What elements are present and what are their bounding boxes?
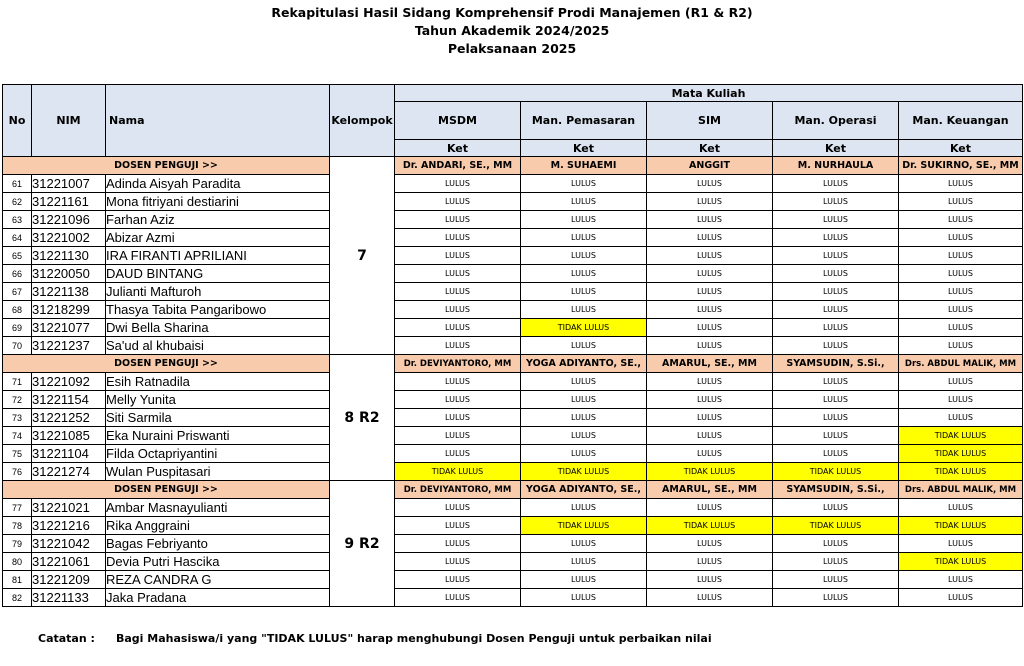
row-ket: LULUS	[899, 175, 1023, 193]
row-ket: TIDAK LULUS	[521, 463, 647, 481]
dosen-name: AMARUL, SE., MM	[647, 355, 773, 373]
row-ket: LULUS	[899, 301, 1023, 319]
row-nama: Esih Ratnadila	[106, 373, 330, 391]
row-ket: LULUS	[521, 229, 647, 247]
row-ket: LULUS	[395, 247, 521, 265]
header-ket: Ket	[899, 140, 1023, 157]
row-no: 75	[3, 445, 32, 463]
row-ket: LULUS	[773, 301, 899, 319]
row-ket: LULUS	[773, 391, 899, 409]
row-ket: LULUS	[395, 337, 521, 355]
row-nama: Thasya Tabita Pangaribowo	[106, 301, 330, 319]
row-ket: LULUS	[899, 283, 1023, 301]
row-ket: LULUS	[899, 373, 1023, 391]
row-ket: LULUS	[773, 499, 899, 517]
row-ket: LULUS	[395, 175, 521, 193]
row-ket: LULUS	[647, 409, 773, 427]
row-ket: LULUS	[773, 283, 899, 301]
row-ket: LULUS	[773, 337, 899, 355]
table-row	[3, 535, 1023, 553]
row-ket: LULUS	[773, 211, 899, 229]
row-ket: TIDAK LULUS	[899, 517, 1023, 535]
row-ket: LULUS	[395, 301, 521, 319]
row-ket: LULUS	[899, 229, 1023, 247]
row-ket: TIDAK LULUS	[395, 463, 521, 481]
row-no: 72	[3, 391, 32, 409]
row-ket: LULUS	[773, 373, 899, 391]
row-ket: LULUS	[773, 229, 899, 247]
row-nim: 31221042	[32, 535, 106, 553]
row-ket: LULUS	[899, 247, 1023, 265]
row-nim: 31221274	[32, 463, 106, 481]
dosen-name: SYAMSUDIN, S.Si.,	[773, 355, 899, 373]
table-row	[3, 301, 1023, 319]
row-ket: LULUS	[395, 283, 521, 301]
row-nama: Dwi Bella Sharina	[106, 319, 330, 337]
title-line-3: Pelaksanaan 2025	[447, 41, 577, 56]
row-ket: LULUS	[899, 499, 1023, 517]
row-ket: TIDAK LULUS	[899, 553, 1023, 571]
row-nama: Filda Octapriyantini	[106, 445, 330, 463]
row-ket: LULUS	[521, 283, 647, 301]
header-subject: SIM	[647, 102, 773, 140]
dosen-name: YOGA ADIYANTO, SE.,	[521, 355, 647, 373]
row-nim: 31221002	[32, 229, 106, 247]
row-nama: REZA CANDRA G	[106, 571, 330, 589]
dosen-name: M. SUHAEMI	[521, 157, 647, 175]
row-ket: LULUS	[647, 283, 773, 301]
row-ket: LULUS	[395, 571, 521, 589]
table-row	[3, 427, 1023, 445]
row-no: 81	[3, 571, 32, 589]
table-row	[3, 499, 1023, 517]
row-ket: LULUS	[773, 445, 899, 463]
table-row	[3, 247, 1023, 265]
row-ket: LULUS	[521, 535, 647, 553]
row-ket: LULUS	[899, 337, 1023, 355]
row-ket: LULUS	[773, 409, 899, 427]
row-nim: 31221252	[32, 409, 106, 427]
row-ket: LULUS	[647, 553, 773, 571]
row-ket: LULUS	[647, 193, 773, 211]
header-ket: Ket	[647, 140, 773, 157]
header-mata-kuliah: Mata Kuliah	[395, 85, 1023, 102]
table-row	[3, 229, 1023, 247]
row-ket: LULUS	[647, 247, 773, 265]
row-ket: LULUS	[773, 427, 899, 445]
row-ket: LULUS	[647, 391, 773, 409]
dosen-name: Dr. SUKIRNO, SE., MM	[899, 157, 1023, 175]
row-nama: Jaka Pradana	[106, 589, 330, 607]
row-ket: LULUS	[521, 247, 647, 265]
row-no: 79	[3, 535, 32, 553]
table-body	[3, 157, 1023, 607]
row-ket: LULUS	[773, 247, 899, 265]
row-nim: 31221096	[32, 211, 106, 229]
row-ket: LULUS	[773, 553, 899, 571]
row-nama: DAUD BINTANG	[106, 265, 330, 283]
row-nama: Julianti Mafturoh	[106, 283, 330, 301]
row-ket: LULUS	[521, 553, 647, 571]
row-nim: 31221104	[32, 445, 106, 463]
table-row	[3, 211, 1023, 229]
row-ket: LULUS	[647, 427, 773, 445]
table-row	[3, 517, 1023, 535]
table-row	[3, 319, 1023, 337]
dosen-name: ANGGIT	[647, 157, 773, 175]
row-nama: Devia Putri Hascika	[106, 553, 330, 571]
table-row	[3, 589, 1023, 607]
dosen-name: AMARUL, SE., MM	[647, 481, 773, 499]
row-nama: Sa'ud al khubaisi	[106, 337, 330, 355]
table-row	[3, 391, 1023, 409]
row-ket: LULUS	[899, 319, 1023, 337]
table-row	[3, 373, 1023, 391]
row-nim: 31221154	[32, 391, 106, 409]
header-subject: MSDM	[395, 102, 521, 140]
row-ket: LULUS	[521, 571, 647, 589]
row-ket: LULUS	[773, 193, 899, 211]
row-ket: LULUS	[773, 265, 899, 283]
row-no: 76	[3, 463, 32, 481]
row-nama: Eka Nuraini Priswanti	[106, 427, 330, 445]
row-no: 61	[3, 175, 32, 193]
dosen-name: Drs. ABDUL MALIK, MM	[899, 355, 1023, 373]
row-nim: 31221061	[32, 553, 106, 571]
row-no: 68	[3, 301, 32, 319]
row-ket: LULUS	[395, 193, 521, 211]
header-ket: Ket	[395, 140, 521, 157]
row-nim: 31221138	[32, 283, 106, 301]
row-ket: LULUS	[773, 175, 899, 193]
row-ket: LULUS	[521, 427, 647, 445]
results-table	[2, 84, 1023, 607]
row-nim: 31221130	[32, 247, 106, 265]
row-ket: LULUS	[773, 535, 899, 553]
row-ket: LULUS	[395, 445, 521, 463]
row-nim: 31221161	[32, 193, 106, 211]
row-ket: LULUS	[521, 589, 647, 607]
row-no: 64	[3, 229, 32, 247]
row-no: 77	[3, 499, 32, 517]
row-nama: Melly Yunita	[106, 391, 330, 409]
dosen-penguji-row	[3, 355, 1023, 373]
row-nim: 31218299	[32, 301, 106, 319]
header-ket: Ket	[773, 140, 899, 157]
dosen-name: Drs. ABDUL MALIK, MM	[899, 481, 1023, 499]
table-header	[3, 85, 1023, 157]
row-ket: LULUS	[647, 301, 773, 319]
header-subject: Man. Keuangan	[899, 102, 1023, 140]
header-kelompok: Kelompok	[330, 85, 395, 157]
row-ket: LULUS	[899, 391, 1023, 409]
dosen-penguji-label: DOSEN PENGUJI >>	[3, 355, 330, 373]
dosen-penguji-row	[3, 157, 1023, 175]
row-nama: IRA FIRANTI APRILIANI	[106, 247, 330, 265]
row-nim: 31221133	[32, 589, 106, 607]
row-ket: TIDAK LULUS	[899, 445, 1023, 463]
table-row	[3, 265, 1023, 283]
row-ket: LULUS	[899, 589, 1023, 607]
dosen-name: SYAMSUDIN, S.Si.,	[773, 481, 899, 499]
row-no: 66	[3, 265, 32, 283]
dosen-name: YOGA ADIYANTO, SE.,	[521, 481, 647, 499]
title-line-2: Tahun Akademik 2024/2025	[414, 23, 610, 38]
row-ket: LULUS	[647, 337, 773, 355]
row-nama: Siti Sarmila	[106, 409, 330, 427]
row-no: 82	[3, 589, 32, 607]
row-nama: Ambar Masnayulianti	[106, 499, 330, 517]
table-row	[3, 283, 1023, 301]
row-nim: 31221085	[32, 427, 106, 445]
row-no: 62	[3, 193, 32, 211]
row-ket: LULUS	[395, 535, 521, 553]
dosen-name: Dr. ANDARI, SE., MM	[395, 157, 521, 175]
table-row	[3, 553, 1023, 571]
row-ket: LULUS	[521, 265, 647, 283]
row-ket: LULUS	[647, 571, 773, 589]
row-nama: Farhan Aziz	[106, 211, 330, 229]
footnote-text: Bagi Mahasiswa/i yang "TIDAK LULUS" harap menghubungi Dosen Penguji untuk perbaikan nilai	[116, 632, 712, 645]
dosen-name: M. NURHAULA	[773, 157, 899, 175]
row-ket: TIDAK LULUS	[521, 319, 647, 337]
row-no: 74	[3, 427, 32, 445]
row-ket: LULUS	[395, 211, 521, 229]
title-line-1: Rekapitulasi Hasil Sidang Komprehensif Prodi Manajemen (R1 & R2)	[271, 5, 753, 20]
row-ket: TIDAK LULUS	[521, 517, 647, 535]
row-nama: Rika Anggraini	[106, 517, 330, 535]
row-ket: LULUS	[647, 319, 773, 337]
row-no: 71	[3, 373, 32, 391]
row-nim: 31221237	[32, 337, 106, 355]
row-ket: LULUS	[647, 445, 773, 463]
row-ket: LULUS	[773, 571, 899, 589]
row-ket: TIDAK LULUS	[773, 517, 899, 535]
row-ket: LULUS	[521, 445, 647, 463]
row-ket: LULUS	[395, 589, 521, 607]
row-ket: LULUS	[647, 175, 773, 193]
header-nama: Nama	[106, 85, 330, 157]
row-nim: 31221007	[32, 175, 106, 193]
row-ket: LULUS	[395, 499, 521, 517]
row-no: 70	[3, 337, 32, 355]
row-ket: LULUS	[647, 499, 773, 517]
row-no: 80	[3, 553, 32, 571]
header-subject: Man. Operasi	[773, 102, 899, 140]
table-row	[3, 193, 1023, 211]
row-ket: LULUS	[395, 517, 521, 535]
table-row	[3, 175, 1023, 193]
table-row	[3, 571, 1023, 589]
header-no: No	[3, 85, 32, 157]
row-ket: LULUS	[395, 427, 521, 445]
row-nama: Bagas Febriyanto	[106, 535, 330, 553]
row-ket: TIDAK LULUS	[773, 463, 899, 481]
row-ket: LULUS	[395, 553, 521, 571]
row-ket: LULUS	[395, 391, 521, 409]
row-ket: LULUS	[647, 265, 773, 283]
row-no: 65	[3, 247, 32, 265]
row-no: 73	[3, 409, 32, 427]
row-ket: LULUS	[395, 229, 521, 247]
row-ket: LULUS	[521, 337, 647, 355]
row-ket: LULUS	[521, 211, 647, 229]
row-ket: LULUS	[647, 589, 773, 607]
row-nim: 31221092	[32, 373, 106, 391]
row-ket: TIDAK LULUS	[647, 463, 773, 481]
row-ket: LULUS	[773, 319, 899, 337]
row-no: 69	[3, 319, 32, 337]
row-nim: 31221021	[32, 499, 106, 517]
row-ket: LULUS	[899, 409, 1023, 427]
row-ket: LULUS	[521, 373, 647, 391]
row-ket: LULUS	[521, 499, 647, 517]
header-subject: Man. Pemasaran	[521, 102, 647, 140]
row-ket: LULUS	[899, 265, 1023, 283]
table-row	[3, 445, 1023, 463]
footnote-label: Catatan :	[38, 632, 95, 645]
row-ket: LULUS	[521, 391, 647, 409]
row-no: 78	[3, 517, 32, 535]
table-row	[3, 409, 1023, 427]
row-ket: LULUS	[395, 409, 521, 427]
row-ket: LULUS	[899, 571, 1023, 589]
dosen-penguji-label: DOSEN PENGUJI >>	[3, 157, 330, 175]
row-nama: Wulan Puspitasari	[106, 463, 330, 481]
row-no: 63	[3, 211, 32, 229]
row-ket: LULUS	[521, 301, 647, 319]
dosen-penguji-label: DOSEN PENGUJI >>	[3, 481, 330, 499]
row-nim: 31221077	[32, 319, 106, 337]
kelompok-cell: 9 R2	[330, 481, 395, 607]
footnote	[38, 632, 712, 645]
row-ket: LULUS	[521, 409, 647, 427]
row-nim: 31221209	[32, 571, 106, 589]
row-nama: Adinda Aisyah Paradita	[106, 175, 330, 193]
table-row	[3, 463, 1023, 481]
row-ket: LULUS	[899, 535, 1023, 553]
table-row	[3, 337, 1023, 355]
dosen-name: Dr. DEVIYANTORO, MM	[395, 481, 521, 499]
row-ket: LULUS	[647, 229, 773, 247]
row-ket: LULUS	[899, 193, 1023, 211]
row-ket: LULUS	[521, 193, 647, 211]
row-ket: LULUS	[899, 211, 1023, 229]
row-nama: Mona fitriyani destiarini	[106, 193, 330, 211]
row-ket: LULUS	[521, 175, 647, 193]
row-ket: LULUS	[395, 319, 521, 337]
row-no: 67	[3, 283, 32, 301]
dosen-name: Dr. DEVIYANTORO, MM	[395, 355, 521, 373]
header-nim: NIM	[32, 85, 106, 157]
row-ket: TIDAK LULUS	[899, 427, 1023, 445]
row-ket: TIDAK LULUS	[647, 517, 773, 535]
row-nim: 31221216	[32, 517, 106, 535]
kelompok-cell: 8 R2	[330, 355, 395, 481]
row-ket: LULUS	[773, 589, 899, 607]
row-ket: TIDAK LULUS	[899, 463, 1023, 481]
kelompok-cell: 7	[330, 157, 395, 355]
document-title	[0, 4, 1024, 58]
row-ket: LULUS	[395, 265, 521, 283]
row-ket: LULUS	[647, 535, 773, 553]
dosen-penguji-row	[3, 481, 1023, 499]
row-nim: 31220050	[32, 265, 106, 283]
header-ket: Ket	[521, 140, 647, 157]
row-ket: LULUS	[395, 373, 521, 391]
row-nama: Abizar Azmi	[106, 229, 330, 247]
row-ket: LULUS	[647, 373, 773, 391]
row-ket: LULUS	[647, 211, 773, 229]
